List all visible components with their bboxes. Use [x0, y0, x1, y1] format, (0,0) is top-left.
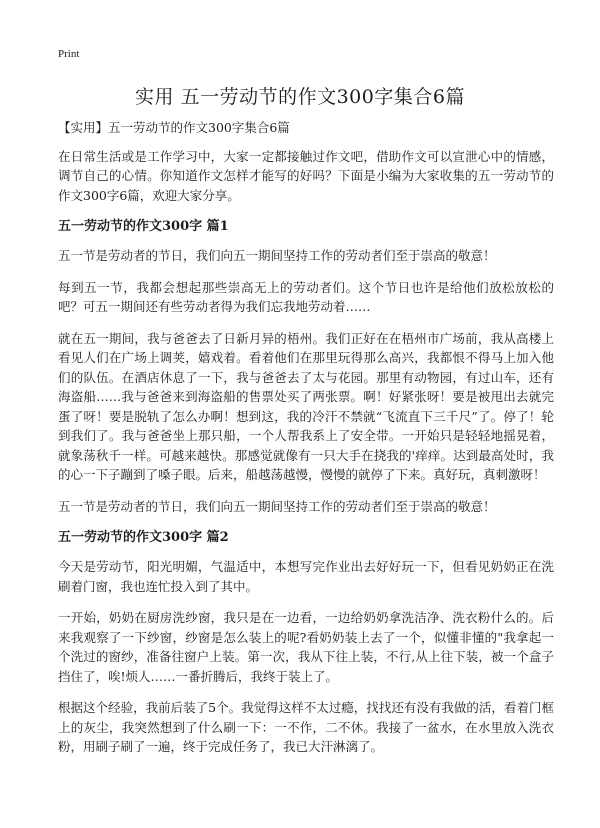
page-title: 实用 五一劳动节的作文300字集合6篇: [135, 86, 465, 108]
section-paragraph: 根据这个经验，我前后装了5个。我觉得这样不太过瘾，找找还有没有我做的活，看着门框上的灰尘，我突然想到了什么刷一下：一不作，二不休。我接了一盆水，在水里放入洗衣粉，用刷子刷了一遍，终于完成任务了，我已大汗淋漓了。: [58, 700, 554, 754]
section-paragraph: 每到五一节，我都会想起那些崇高无上的劳动者们。这个节日也许是给他们放松放松的吧？可五一期间还有些劳动者得为我们忘我地劳动着……: [58, 279, 554, 314]
print-link[interactable]: Print: [58, 48, 80, 60]
section-paragraph: 今天是劳动节，阳光明媚，气温适中，本想写完作业出去好好玩一下，但看见奶奶正在洗刷着门窗，我也连忙投入到了其中。: [58, 559, 554, 594]
section-heading: 五一劳动节的作文300字 篇2: [58, 530, 229, 545]
section-paragraph: 就在五一期间，我与爸爸去了日新月异的梧州。我们正好在在梧州市广场前，我从高楼上看见人们在广场上调荚，嬉戏着。看着他们在那里玩得那么高兴，我都恨不得马上加入他们的队伍。在酒店休息了一下，我与爸爸去了太与花园。那里有动物园，有过山车，还有海盗船……我与爸爸来到海盗船的售票处买了两张票。啊！好紧张呀！要是被甩出去就完蛋了呀！要是脱轨了怎么办啊！想到这，我的冷汗不禁就“飞流直下三千尺”了。停了！轮到我们了。我与爸爸坐上那只船，一个人帮我系上了安全带。一开始只是轻轻地摇晃着，就象荡秋千一样。可越来越快。那感觉就像有一只大手在挠我的'痒痒。达到最高处时，我的心一下子蹦到了嗓子眼。后来，船越荡越慢，慢慢的就停了下来。真好玩，真刺激呀！: [58, 330, 554, 482]
intro-line: 【实用】五一劳动节的作文300字集合6篇: [58, 120, 290, 135]
section-paragraph: 五一节是劳动者的节日，我们向五一期间坚持工作的劳动者们至于崇高的敬意！: [58, 498, 496, 514]
section-paragraph: 一开始，奶奶在厨房洗纱窗，我只是在一边看，一边给奶奶拿洗洁净、洗衣粉什么的。后来我观察了一下纱窗，纱窗是怎么装上的呢?看奶奶装上去了一个，似懂非懂的"我拿起一个洗过的窗纱，准备往窗户上装。第一次，我从下往上装，不行,从上往下装，被一个盒子挡住了，唉!烦人……一番折腾后，我终于装上了。: [58, 610, 554, 684]
intro-paragraph: 在日常生活或是工作学习中，大家一定都接触过作文吧，借助作文可以宣泄心中的情感，调节自己的心情。你知道作文怎样才能写的好吗？下面是小编为大家收集的五一劳动节的作文300字6篇，欢迎大家分享。: [58, 148, 554, 203]
section-heading: 五一劳动节的作文300字 篇1: [58, 219, 229, 234]
article-body: [58, 118, 554, 769]
section-paragraph: 五一节是劳动者的节日，我们向五一期间坚持工作的劳动者们至于崇高的敬意！: [58, 248, 496, 263]
